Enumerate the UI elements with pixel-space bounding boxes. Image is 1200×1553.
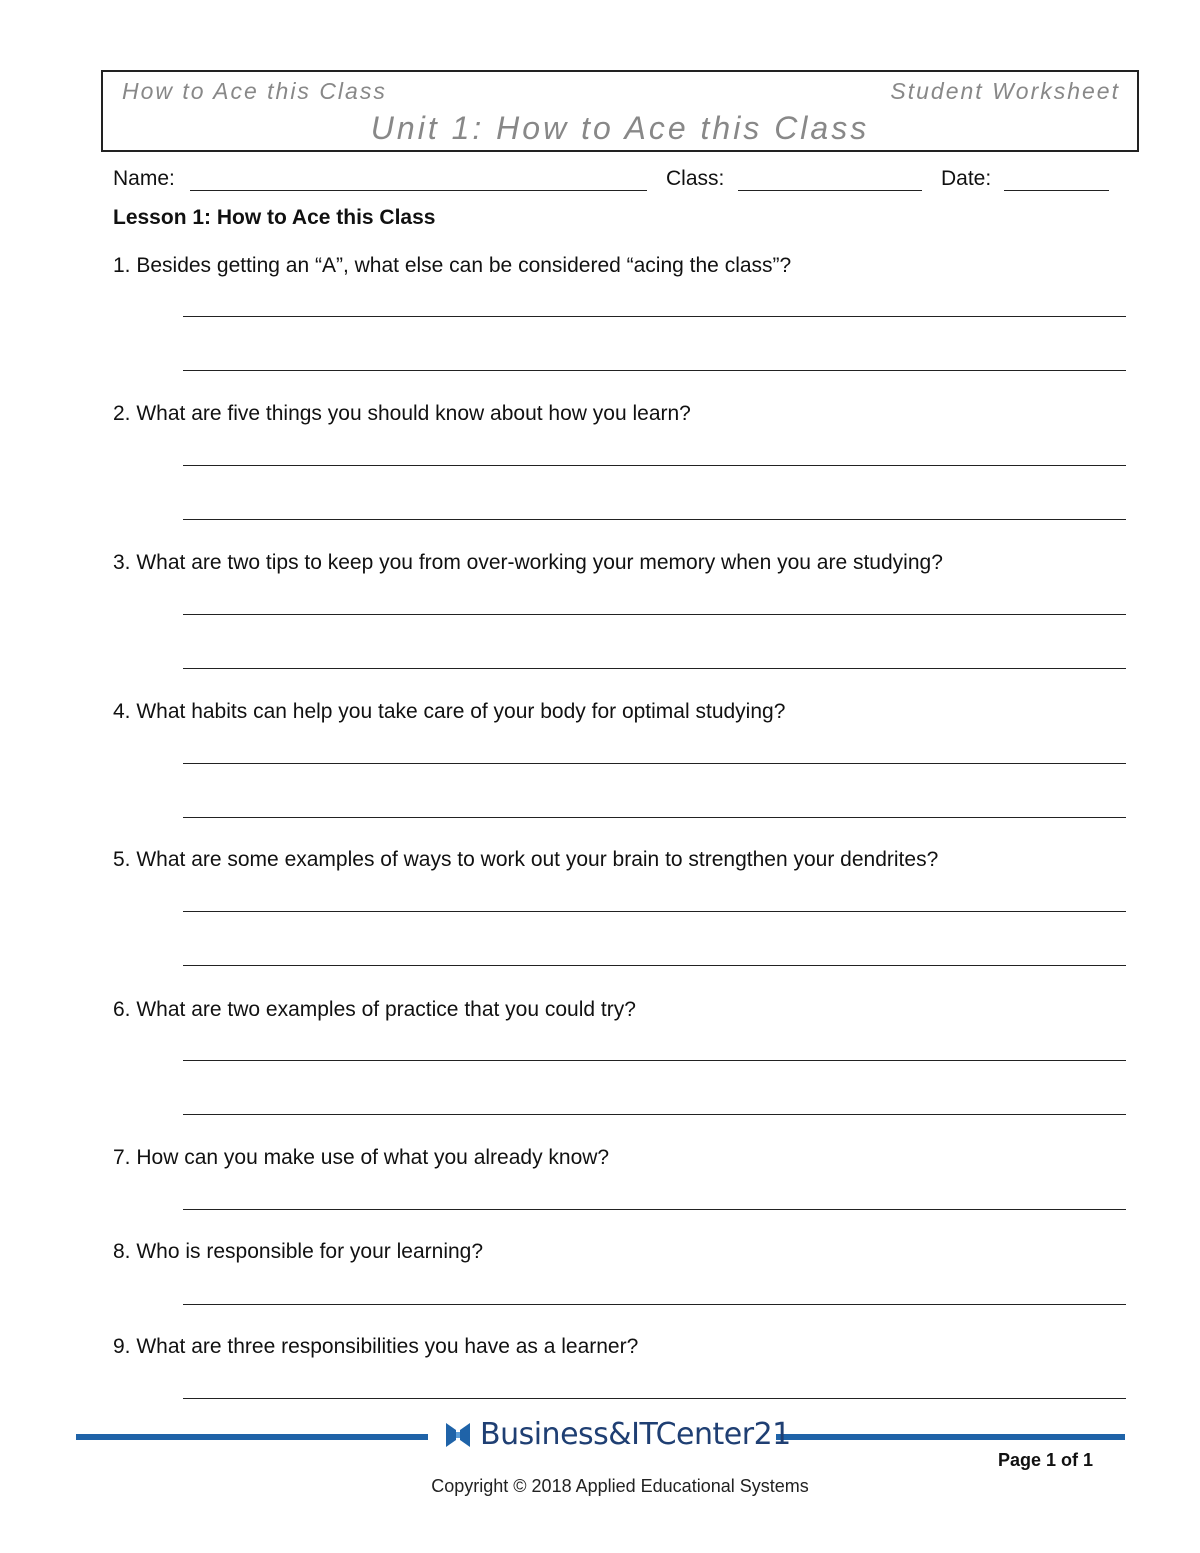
lesson-title: Lesson 1: How to Ace this Class [113,206,436,229]
question-2: 2. What are five things you should know about how you learn? [113,402,691,425]
answer-line[interactable] [183,763,1126,764]
name-field[interactable] [190,190,647,191]
answer-line[interactable] [183,1209,1126,1210]
name-label: Name: [113,167,175,190]
answer-line[interactable] [183,316,1126,317]
answer-line[interactable] [183,911,1126,912]
question-8: 8. Who is responsible for your learning? [113,1240,484,1263]
answer-line[interactable] [183,370,1126,371]
page-number: Page 1 of 1 [997,1450,1093,1470]
answer-line[interactable] [183,668,1126,669]
answer-line[interactable] [183,965,1126,966]
question-5: 5. What are some examples of ways to work out your brain to strengthen your dendrites? [113,848,939,871]
class-field[interactable] [738,190,922,191]
question-7: 7. How can you make use of what you already know? [113,1146,610,1169]
answer-line[interactable] [183,465,1126,466]
date-field[interactable] [1004,190,1109,191]
footer-logo [444,1417,791,1452]
answer-line[interactable] [183,1114,1126,1115]
question-9: 9. What are three responsibilities you have as a learner? [113,1335,639,1358]
question-4: 4. What habits can help you take care of your body for optimal studying? [113,700,786,723]
logo-text: Business&ITCenter21 [480,1417,791,1452]
answer-line[interactable] [183,1398,1126,1399]
bowtie-logo-icon [444,1421,472,1449]
page-title: Unit 1: How to Ace this Class [370,110,870,146]
answer-line[interactable] [183,519,1126,520]
answer-line[interactable] [183,817,1126,818]
question-3: 3. What are two tips to keep you from over-working your memory when you are studying? [113,551,943,574]
question-6: 6. What are two examples of practice that you could try? [113,998,636,1021]
header-worksheet-label: Student Worksheet [890,78,1120,104]
copyright: Copyright © 2018 Applied Educational Systems [431,1476,809,1496]
footer-bar-right [776,1434,1125,1440]
answer-line[interactable] [183,1060,1126,1061]
footer-bar-left [76,1434,428,1440]
answer-line[interactable] [183,1304,1126,1305]
class-label: Class: [666,167,725,190]
header-course-name: How to Ace this Class [122,78,387,104]
answer-line[interactable] [183,614,1126,615]
question-1: 1. Besides getting an “A”, what else can be considered “acing the class”? [113,254,792,277]
date-label: Date: [941,167,992,190]
